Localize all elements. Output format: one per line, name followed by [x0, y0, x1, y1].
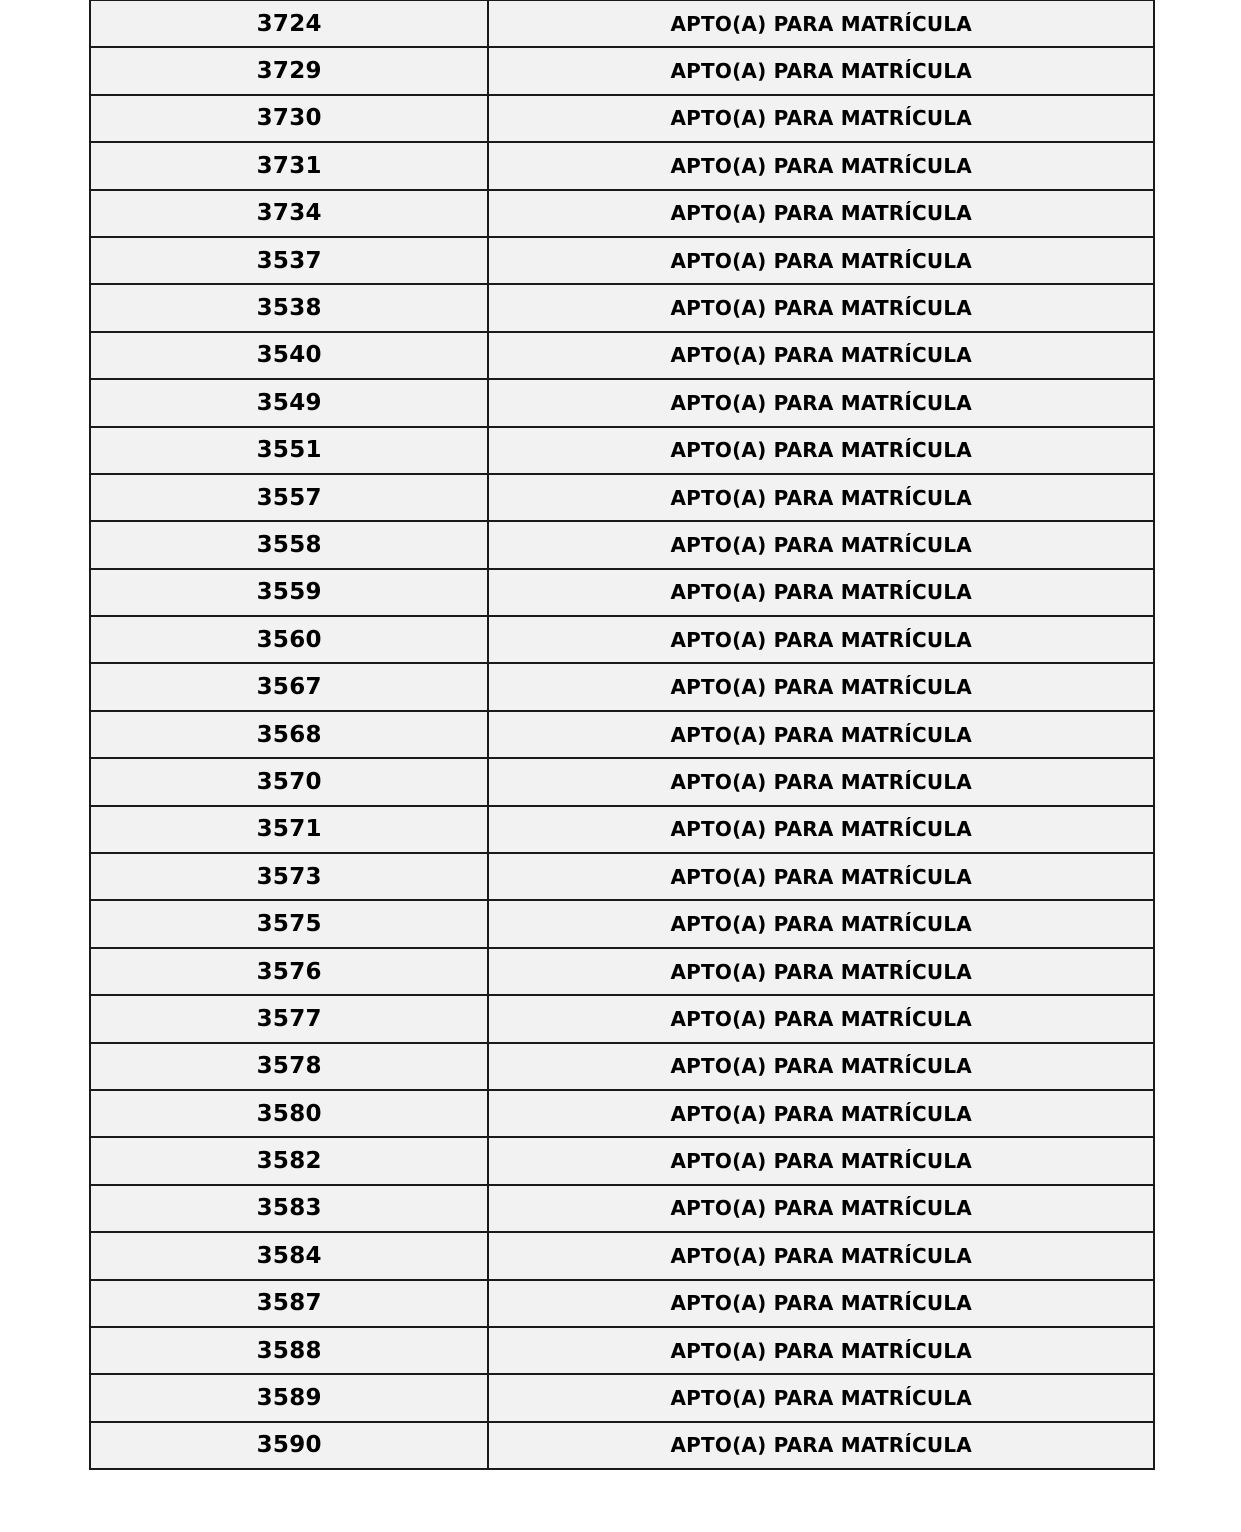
enrollment-status-cell: APTO(A) PARA MATRÍCULA — [488, 47, 1154, 94]
enrollment-status-cell: APTO(A) PARA MATRÍCULA — [488, 1327, 1154, 1374]
enrollment-code-cell: 3557 — [90, 474, 488, 521]
table-row — [90, 284, 1154, 331]
enrollment-status-cell: APTO(A) PARA MATRÍCULA — [488, 995, 1154, 1042]
table-row — [90, 948, 1154, 995]
enrollment-status-cell: APTO(A) PARA MATRÍCULA — [488, 521, 1154, 568]
enrollment-code-cell: 3578 — [90, 1043, 488, 1090]
results-table — [89, 0, 1155, 1470]
enrollment-code-cell: 3729 — [90, 47, 488, 94]
enrollment-code-cell: 3558 — [90, 521, 488, 568]
table-row — [90, 474, 1154, 521]
enrollment-code-cell: 3559 — [90, 569, 488, 616]
enrollment-status-cell: APTO(A) PARA MATRÍCULA — [488, 806, 1154, 853]
enrollment-status-cell: APTO(A) PARA MATRÍCULA — [488, 1090, 1154, 1137]
table-row — [90, 806, 1154, 853]
enrollment-code-cell: 3576 — [90, 948, 488, 995]
enrollment-code-cell: 3734 — [90, 190, 488, 237]
enrollment-code-cell: 3570 — [90, 758, 488, 805]
table-row — [90, 379, 1154, 426]
enrollment-code-cell: 3584 — [90, 1232, 488, 1279]
enrollment-code-cell: 3580 — [90, 1090, 488, 1137]
enrollment-status-cell: APTO(A) PARA MATRÍCULA — [488, 616, 1154, 663]
table-row — [90, 569, 1154, 616]
enrollment-code-cell: 3582 — [90, 1137, 488, 1184]
table-row — [90, 711, 1154, 758]
table-row — [90, 900, 1154, 947]
enrollment-status-cell: APTO(A) PARA MATRÍCULA — [488, 142, 1154, 189]
enrollment-status-cell: APTO(A) PARA MATRÍCULA — [488, 663, 1154, 710]
enrollment-code-cell: 3549 — [90, 379, 488, 426]
enrollment-status-cell: APTO(A) PARA MATRÍCULA — [488, 0, 1154, 47]
table-row — [90, 1374, 1154, 1421]
enrollment-code-cell: 3731 — [90, 142, 488, 189]
enrollment-code-cell: 3577 — [90, 995, 488, 1042]
enrollment-status-cell: APTO(A) PARA MATRÍCULA — [488, 853, 1154, 900]
table-row — [90, 332, 1154, 379]
enrollment-status-cell: APTO(A) PARA MATRÍCULA — [488, 1232, 1154, 1279]
table-row — [90, 521, 1154, 568]
enrollment-status-cell: APTO(A) PARA MATRÍCULA — [488, 190, 1154, 237]
table-row — [90, 190, 1154, 237]
enrollment-status-cell: APTO(A) PARA MATRÍCULA — [488, 758, 1154, 805]
enrollment-status-cell: APTO(A) PARA MATRÍCULA — [488, 379, 1154, 426]
enrollment-status-cell: APTO(A) PARA MATRÍCULA — [488, 1280, 1154, 1327]
enrollment-status-cell: APTO(A) PARA MATRÍCULA — [488, 237, 1154, 284]
table-row — [90, 1327, 1154, 1374]
table-row — [90, 616, 1154, 663]
enrollment-status-cell: APTO(A) PARA MATRÍCULA — [488, 1137, 1154, 1184]
enrollment-status-cell: APTO(A) PARA MATRÍCULA — [488, 284, 1154, 331]
enrollment-status-cell: APTO(A) PARA MATRÍCULA — [488, 900, 1154, 947]
enrollment-status-cell: APTO(A) PARA MATRÍCULA — [488, 711, 1154, 758]
table-row — [90, 1043, 1154, 1090]
enrollment-code-cell: 3575 — [90, 900, 488, 947]
enrollment-code-cell: 3537 — [90, 237, 488, 284]
enrollment-code-cell: 3573 — [90, 853, 488, 900]
enrollment-code-cell: 3538 — [90, 284, 488, 331]
table-row — [90, 427, 1154, 474]
enrollment-status-cell: APTO(A) PARA MATRÍCULA — [488, 1422, 1154, 1469]
enrollment-status-cell: APTO(A) PARA MATRÍCULA — [488, 474, 1154, 521]
table-row — [90, 237, 1154, 284]
table-row — [90, 758, 1154, 805]
table-row — [90, 995, 1154, 1042]
enrollment-status-cell: APTO(A) PARA MATRÍCULA — [488, 332, 1154, 379]
results-table-body — [90, 0, 1154, 1469]
table-row — [90, 853, 1154, 900]
table-row — [90, 95, 1154, 142]
table-row — [90, 663, 1154, 710]
enrollment-code-cell: 3551 — [90, 427, 488, 474]
enrollment-status-cell: APTO(A) PARA MATRÍCULA — [488, 1043, 1154, 1090]
table-row — [90, 1090, 1154, 1137]
enrollment-status-cell: APTO(A) PARA MATRÍCULA — [488, 95, 1154, 142]
enrollment-code-cell: 3730 — [90, 95, 488, 142]
enrollment-code-cell: 3583 — [90, 1185, 488, 1232]
table-row — [90, 1422, 1154, 1469]
enrollment-status-cell: APTO(A) PARA MATRÍCULA — [488, 427, 1154, 474]
enrollment-code-cell: 3568 — [90, 711, 488, 758]
enrollment-code-cell: 3588 — [90, 1327, 488, 1374]
enrollment-status-cell: APTO(A) PARA MATRÍCULA — [488, 948, 1154, 995]
enrollment-status-cell: APTO(A) PARA MATRÍCULA — [488, 569, 1154, 616]
enrollment-code-cell: 3587 — [90, 1280, 488, 1327]
table-row — [90, 1137, 1154, 1184]
table-row — [90, 1280, 1154, 1327]
table-row — [90, 142, 1154, 189]
enrollment-status-cell: APTO(A) PARA MATRÍCULA — [488, 1185, 1154, 1232]
enrollment-code-cell: 3589 — [90, 1374, 488, 1421]
enrollment-code-cell: 3724 — [90, 0, 488, 47]
table-row — [90, 1185, 1154, 1232]
enrollment-code-cell: 3590 — [90, 1422, 488, 1469]
enrollment-code-cell: 3571 — [90, 806, 488, 853]
table-row — [90, 0, 1154, 47]
enrollment-code-cell: 3567 — [90, 663, 488, 710]
enrollment-status-cell: APTO(A) PARA MATRÍCULA — [488, 1374, 1154, 1421]
table-row — [90, 1232, 1154, 1279]
enrollment-code-cell: 3560 — [90, 616, 488, 663]
table-row — [90, 47, 1154, 94]
enrollment-code-cell: 3540 — [90, 332, 488, 379]
